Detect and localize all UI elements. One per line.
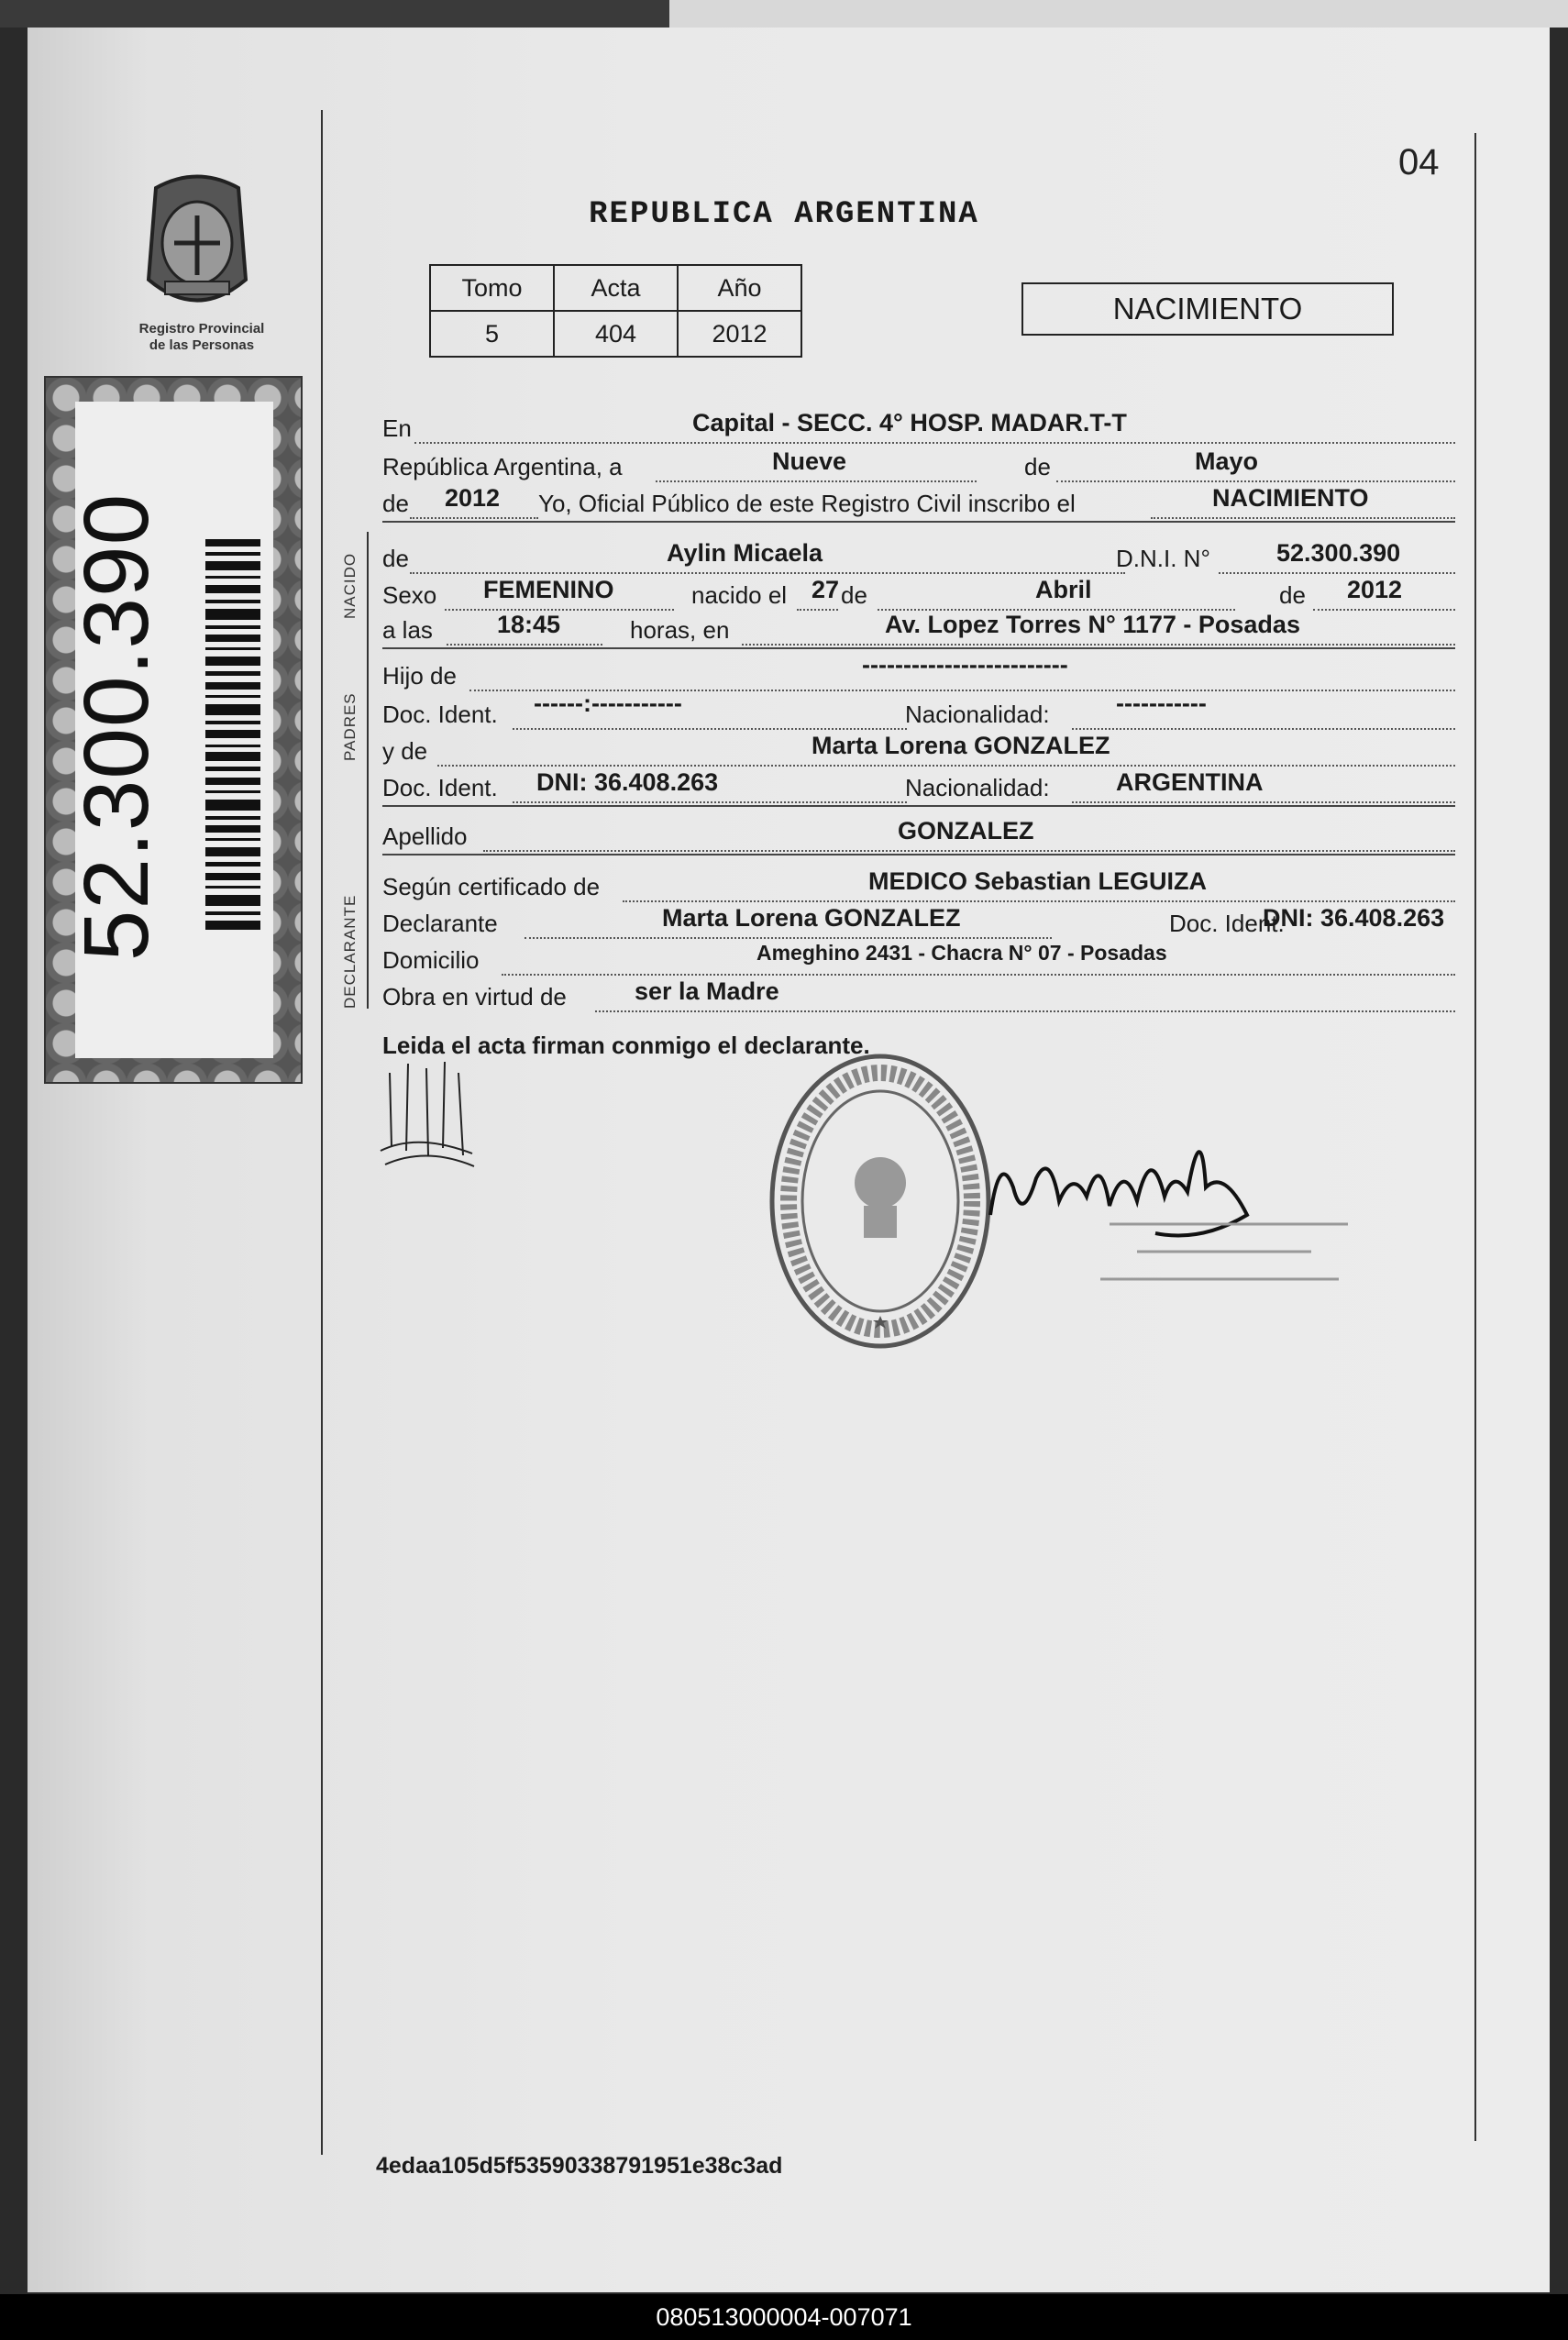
label-de-birth-month: de xyxy=(841,581,867,609)
value-sexo: FEMENINO xyxy=(483,576,614,603)
label-father-nat: Nacionalidad: xyxy=(905,701,1050,728)
value-day: Nueve xyxy=(772,447,847,475)
label-hijo: Hijo de xyxy=(382,662,457,690)
row-mother-doc xyxy=(382,768,1455,809)
value-mother-doc: DNI: 36.408.263 xyxy=(536,768,719,796)
row-republica xyxy=(382,447,1455,488)
value-father: ------------------------- xyxy=(862,651,1068,679)
value-birth-year: 2012 xyxy=(1347,576,1403,603)
registry-header-tomo: Tomo xyxy=(430,265,554,311)
side-label-declarante: DECLARANTE xyxy=(341,894,359,1009)
value-declarante: Marta Lorena GONZALEZ xyxy=(662,904,961,932)
row-oficial xyxy=(382,484,1455,524)
label-de-birth-year: de xyxy=(1279,581,1306,609)
label-father-doc: Doc. Ident. xyxy=(382,701,498,728)
row-domicilio xyxy=(382,941,1455,981)
value-apellido: GONZALEZ xyxy=(898,817,1034,844)
label-sexo: Sexo xyxy=(382,581,437,609)
label-declarante-doc: Doc. Ident. xyxy=(1169,910,1285,937)
value-birth-month: Abril xyxy=(1035,576,1092,603)
registry-header-anio: Año xyxy=(678,265,801,311)
value-en: Capital - SECC. 4° HOSP. MADAR.T-T xyxy=(692,409,1127,436)
document-title: REPUBLICA ARGENTINA xyxy=(589,197,979,232)
value-certificado: MEDICO Sebastian LEGUIZA xyxy=(868,867,1208,895)
logo-caption-line1: Registro Provincial xyxy=(138,321,265,337)
label-de-year: de xyxy=(382,490,409,517)
left-margin-line xyxy=(321,110,323,2155)
label-horas: horas, en xyxy=(630,616,730,644)
value-father-nat: ----------- xyxy=(1116,690,1207,717)
registry-value-acta: 404 xyxy=(554,311,678,357)
closing-text: Leida el acta firman conmigo el declarante. xyxy=(382,1032,870,1059)
official-stamp-icon xyxy=(761,1045,999,1357)
label-dni: D.N.I. N° xyxy=(1116,545,1210,572)
value-domicilio: Ameghino 2431 - Chacra N° 07 - Posadas xyxy=(756,941,1167,965)
row-mother xyxy=(382,732,1455,772)
row-obra xyxy=(382,977,1455,1018)
label-alas: a las xyxy=(382,616,433,644)
value-month: Mayo xyxy=(1195,447,1259,475)
top-edge xyxy=(0,0,1568,28)
value-mother-nat: ARGENTINA xyxy=(1116,768,1264,796)
right-margin-line xyxy=(1474,133,1476,2141)
sticker-number: 52.300.390 xyxy=(65,492,168,962)
label-declarante: Declarante xyxy=(382,910,498,937)
label-apellido: Apellido xyxy=(382,822,468,850)
value-mother: Marta Lorena GONZALEZ xyxy=(812,732,1110,759)
value-dni: 52.300.390 xyxy=(1276,539,1401,567)
row-declarante xyxy=(382,904,1455,944)
value-father-doc: ------:----------- xyxy=(534,690,682,717)
logo-caption xyxy=(110,321,293,354)
label-republica: República Argentina, a xyxy=(382,453,623,480)
row-father-doc xyxy=(382,690,1455,735)
value-acta-type: NACIMIENTO xyxy=(1212,484,1369,512)
row-name xyxy=(382,539,1455,579)
footer-id: 080513000004-007071 xyxy=(656,2303,912,2331)
registry-value-anio: 2012 xyxy=(678,311,801,357)
value-year: 2012 xyxy=(445,484,501,512)
label-yde: y de xyxy=(382,737,428,765)
label-en: En xyxy=(382,414,412,442)
document-type-box: NACIMIENTO xyxy=(1021,282,1394,336)
footer-id-bar xyxy=(0,2294,1568,2340)
label-de-month: de xyxy=(1024,453,1051,480)
row-en xyxy=(382,409,1455,449)
row-hora xyxy=(382,611,1455,651)
label-mother-nat: Nacionalidad: xyxy=(905,774,1050,801)
side-label-padres: PADRES xyxy=(341,692,359,761)
declarant-signature xyxy=(371,1045,481,1174)
value-time: 18:45 xyxy=(497,611,561,638)
provincial-seal-icon xyxy=(138,170,257,316)
label-mother-doc: Doc. Ident. xyxy=(382,774,498,801)
row-apellido xyxy=(382,817,1455,857)
label-domicilio: Domicilio xyxy=(382,946,480,974)
value-obra: ser la Madre xyxy=(635,977,779,1005)
row-certificado xyxy=(382,867,1455,908)
document-hash: 4edaa105d5f53590338791951e38c3ad xyxy=(376,2153,783,2179)
registry-table xyxy=(429,264,802,358)
side-label-nacido: NACIDO xyxy=(341,552,359,619)
page-number: 04 xyxy=(1398,142,1440,182)
barcode-icon xyxy=(205,539,260,933)
logo-caption-line2: de las Personas xyxy=(149,337,255,353)
registry-value-tomo: 5 xyxy=(430,311,554,357)
id-sticker xyxy=(44,376,303,1084)
value-declarante-doc: DNI: 36.408.263 xyxy=(1263,904,1445,932)
label-oficial: Yo, Oficial Público de este Registro Civil inscribo el xyxy=(538,490,1076,517)
label-nacido: nacido el xyxy=(691,581,788,609)
section-bracket-line xyxy=(367,532,369,1009)
value-birth-day: 27 xyxy=(812,576,840,603)
official-signature xyxy=(972,1114,1357,1297)
value-place: Av. Lopez Torres N° 1177 - Posadas xyxy=(885,611,1300,638)
value-name: Aylin Micaela xyxy=(667,539,823,567)
label-de-name: de xyxy=(382,545,409,572)
label-obra: Obra en virtud de xyxy=(382,983,567,1010)
label-certificado: Según certificado de xyxy=(382,873,601,900)
registry-header-acta: Acta xyxy=(554,265,678,311)
